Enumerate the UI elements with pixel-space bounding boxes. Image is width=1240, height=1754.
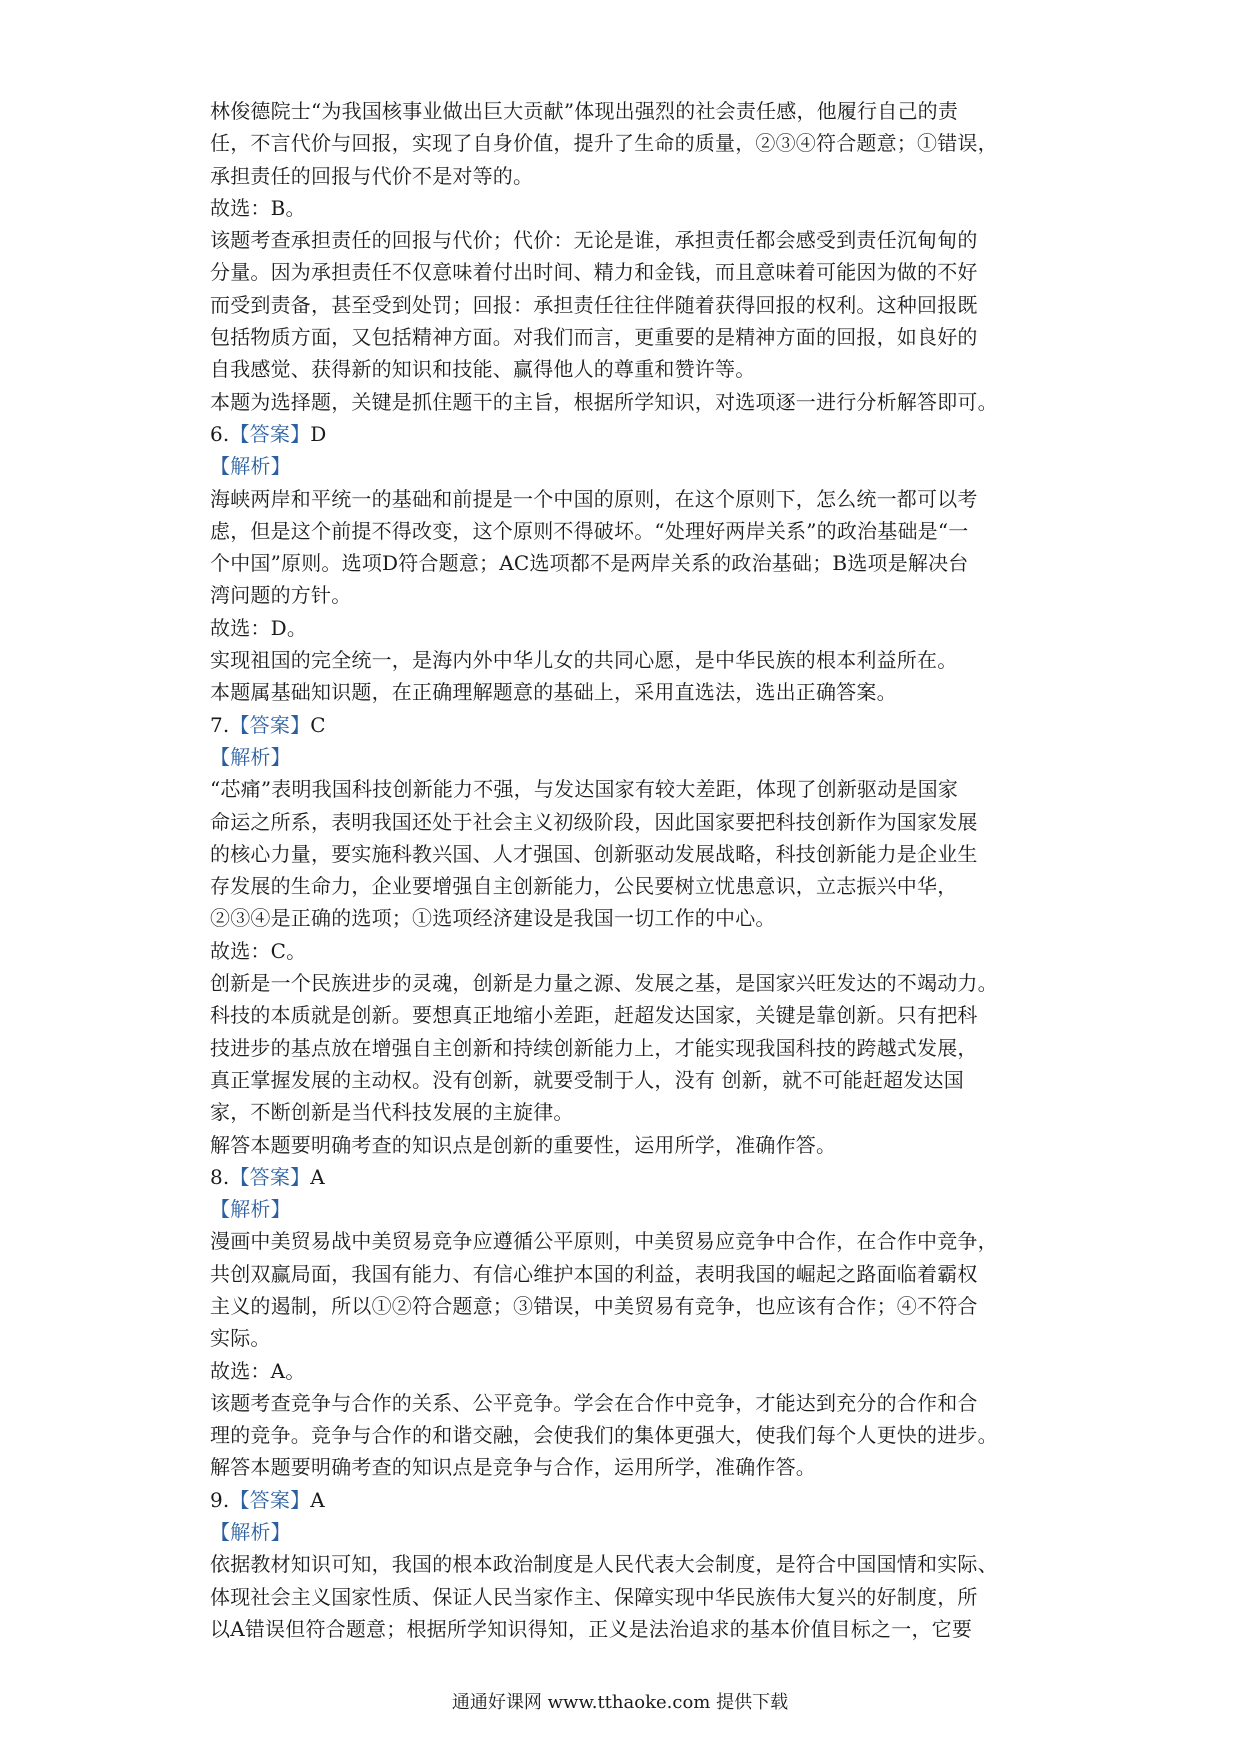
analysis-label: 【解析】	[210, 454, 291, 479]
paragraph-line: 本题为选择题，关键是抓住题干的主旨，根据所学知识，对选项逐一进行分析解答即可。	[210, 389, 998, 414]
paragraph-line: 实际。	[210, 1326, 271, 1351]
analysis-label: 【解析】	[210, 1197, 291, 1222]
paragraph-line: 湾问题的方针。	[210, 583, 352, 608]
page-footer: 通通好课网 www.tthaoke.com 提供下载	[451, 1692, 789, 1713]
paragraph-line: 个中国”原则。选项D符合题意；AC选项都不是两岸关系的政治基础；B选项是解决台	[210, 551, 969, 576]
paragraph-line: 实现祖国的完全统一，是海内外中华儿女的共同心愿，是中华民族的根本利益所在。	[210, 648, 958, 673]
paragraph-line: 本题属基础知识题，在正确理解题意的基础上，采用直选法，选出正确答案。	[210, 680, 897, 705]
paragraph-line: 真正掌握发展的主动权。没有创新，就要受制于人，没有 创新，就不可能赶超发达国	[210, 1067, 964, 1092]
paragraph-line: 的核心力量，要实施科教兴国、人才强国、创新驱动发展战略，科技创新能力是企业生	[210, 841, 978, 866]
paragraph-line: 解答本题要明确考查的知识点是竞争与合作，运用所学，准确作答。	[210, 1455, 816, 1480]
paragraph-line: 海峡两岸和平统一的基础和前提是一个中国的原则，在这个原则下，怎么统一都可以考	[210, 486, 978, 511]
paragraph-line: 创新是一个民族进步的灵魂，创新是力量之源、发展之基，是国家兴旺发达的不竭动力。	[210, 971, 998, 996]
paragraph-line: 分量。因为承担责任不仅意味着付出时间、精力和金钱，而且意味着可能因为做的不好	[210, 260, 978, 285]
paragraph-line: 技进步的基点放在增强自主创新和持续创新能力上，才能实现我国科技的跨越式发展，	[210, 1035, 978, 1060]
paragraph-line: 虑，但是这个前提不得改变，这个原则不得破坏。“处理好两岸关系”的政治基础是“一	[210, 518, 969, 543]
paragraph-line: 故选：B。	[210, 195, 306, 220]
paragraph-line: 家，不断创新是当代科技发展的主旋律。	[210, 1100, 574, 1125]
paragraph-line: 主义的遏制，所以①②符合题意；③错误，中美贸易有竞争，也应该有合作；④不符合	[210, 1293, 978, 1318]
paragraph-line: 任，不言代价与回报，实现了自身价值，提升了生命的质量，②③④符合题意；①错误，	[210, 131, 998, 156]
paragraph-line: 故选：D。	[210, 615, 308, 640]
paragraph-line: 故选：A。	[210, 1358, 306, 1383]
answer-heading: 9.【答案】A	[210, 1487, 325, 1512]
paragraph-line: 该题考查承担责任的回报与代价；代价：无论是谁，承担责任都会感受到责任沉甸甸的	[210, 228, 978, 253]
paragraph-line: 漫画中美贸易战中美贸易竞争应遵循公平原则，中美贸易应竞争中合作，在合作中竞争，	[210, 1229, 998, 1254]
paragraph-line: 存发展的生命力，企业要增强自主创新能力，公民要树立忧患意识，立志振兴中华，	[210, 874, 958, 899]
paragraph-line: 命运之所系，表明我国还处于社会主义初级阶段，因此国家要把科技创新作为国家发展	[210, 809, 978, 834]
paragraph-line: 理的竞争。竞争与合作的和谐交融，会使我们的集体更强大，使我们每个人更快的进步。	[210, 1423, 998, 1448]
paragraph-line: 解答本题要明确考查的知识点是创新的重要性，运用所学，准确作答。	[210, 1132, 837, 1157]
document-body	[210, 95, 1040, 1645]
analysis-label: 【解析】	[210, 1520, 291, 1545]
paragraph-line: ②③④是正确的选项；①选项经济建设是我国一切工作的中心。	[210, 906, 776, 931]
paragraph-line: 而受到责备，甚至受到处罚；回报：承担责任往往伴随着获得回报的权利。这种回报既	[210, 292, 978, 317]
paragraph-line: 林俊德院士“为我国核事业做出巨大贡献”体现出强烈的社会责任感，他履行自己的责	[210, 99, 959, 123]
paragraph-line: 该题考查竞争与合作的关系、公平竞争。学会在合作中竞争，才能达到充分的合作和合	[210, 1390, 978, 1415]
answer-heading: 6.【答案】D	[210, 421, 327, 446]
paragraph-line: 以A错误但符合题意；根据所学知识得知，正义是法治追求的基本价值目标之一，它要	[210, 1616, 973, 1641]
paragraph-line: “芯痛”表明我国科技创新能力不强，与发达国家有较大差距，体现了创新驱动是国家	[210, 777, 959, 802]
paragraph-line: 依据教材知识可知，我国的根本政治制度是人民代表大会制度，是符合中国国情和实际、	[210, 1552, 998, 1577]
paragraph-line: 体现社会主义国家性质、保证人民当家作主、保障实现中华民族伟大复兴的好制度，所	[210, 1584, 978, 1609]
answer-heading: 7.【答案】C	[210, 712, 326, 737]
paragraph-line: 包括物质方面，又包括精神方面。对我们而言，更重要的是精神方面的回报，如良好的	[210, 325, 978, 350]
paragraph-line: 承担责任的回报与代价不是对等的。	[210, 163, 534, 188]
analysis-label: 【解析】	[210, 744, 291, 769]
answer-heading: 8.【答案】A	[210, 1164, 325, 1189]
paragraph-line: 故选：C。	[210, 938, 307, 963]
paragraph-line: 自我感觉、获得新的知识和技能、赢得他人的尊重和赞许等。	[210, 357, 756, 382]
paragraph-line: 共创双赢局面，我国有能力、有信心维护本国的利益，表明我国的崛起之路面临着霸权	[210, 1261, 978, 1286]
paragraph-line: 科技的本质就是创新。要想真正地缩小差距，赶超发达国家，关键是靠创新。只有把科	[210, 1003, 978, 1028]
